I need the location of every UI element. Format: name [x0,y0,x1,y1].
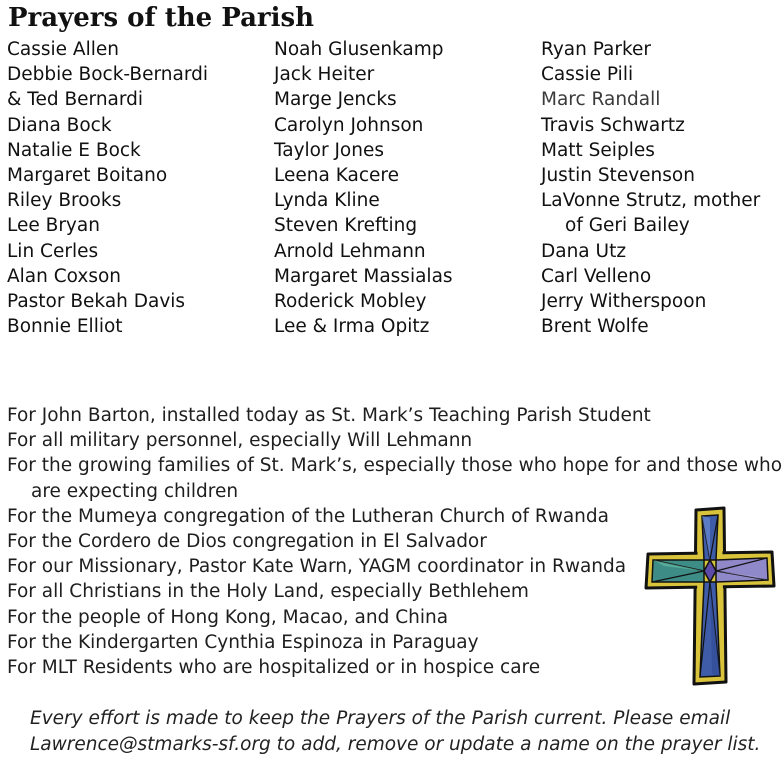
prayer-name: Justin Stevenson [541,165,695,187]
names-column-1 [7,37,208,339]
intention-item: For our Missionary, Pastor Kate Warn, YAGM coordinator in Rwanda [7,556,627,578]
prayer-name: Margaret Massialas [274,265,453,287]
prayer-name: Steven Krefting [274,215,418,237]
intention-item-continuation: are expecting children [31,480,239,502]
prayer-name: Jack Heiter [274,64,375,86]
prayer-name: Lee Bryan [7,215,100,237]
names-column-2 [274,37,453,339]
prayer-name: Travis Schwartz [541,114,685,136]
prayer-name: Margaret Boitano [7,165,168,187]
intention-item: For the growing families of St. Mark’s, especially those who hope for and those who [7,455,783,477]
footer-note [30,706,760,758]
prayer-name: Bonnie Elliot [7,316,123,338]
prayer-name: Riley Brooks [7,190,122,212]
footer-line: Lawrence@stmarks-sf.org to add, remove or update a name on the prayer list. [30,734,761,755]
prayer-name: Arnold Lehmann [274,240,426,262]
intention-item: For MLT Residents who are hospitalized or in hospice care [7,657,541,679]
prayer-name: Lin Cerles [7,240,99,262]
prayer-name: LaVonne Strutz, mother [541,190,761,212]
intention-item: For the Kindergarten Cynthia Espinoza in Paraguay [7,631,479,653]
prayer-name: Carl Velleno [541,265,652,287]
prayer-name: Taylor Jones [274,139,384,161]
intention-item: For the Cordero de Dios congregation in El Salvador [7,531,487,553]
footer-line: Every effort is made to keep the Prayers of the Parish current. Please email [30,708,731,729]
intention-item: For the Mumeya congregation of the Lutheran Church of Rwanda [7,505,609,527]
intention-item: For all military personnel, especially Will Lehmann [7,430,473,452]
prayer-name: Jerry Witherspoon [541,291,707,313]
intention-item: For John Barton, installed today as St. Mark’s Teaching Parish Student [7,405,651,426]
prayer-name: Brent Wolfe [541,316,649,338]
prayer-name: Leena Kacere [274,165,399,187]
prayer-name: Alan Coxson [7,265,122,287]
prayer-name: Dana Utz [541,240,627,262]
names-column-3 [541,37,760,339]
prayer-name: Pastor Bekah Davis [7,291,186,313]
prayer-name: Cassie Pili [541,64,634,86]
prayer-name: Cassie Allen [7,39,119,60]
prayer-name: Noah Glusenkamp [274,39,444,60]
prayer-name: Marc Randall [541,89,661,111]
prayer-name: Matt Seiples [541,139,655,161]
intention-item: For the people of Hong Kong, Macao, and China [7,606,449,628]
prayer-name: Lynda Kline [274,190,380,212]
intention-item: For all Christians in the Holy Land, especially Bethlehem [7,581,529,603]
cross-icon [644,506,776,686]
page-title: Prayers of the Parish [8,3,315,33]
prayer-name: Ryan Parker [541,39,652,60]
prayer-name: Carolyn Johnson [274,114,424,136]
prayer-name: Marge Jencks [274,89,397,111]
prayer-name: & Ted Bernardi [7,89,144,111]
prayer-name: Debbie Bock-Bernardi [7,64,209,86]
prayer-name: Diana Bock [7,114,112,136]
prayer-name: Lee & Irma Opitz [274,316,430,338]
prayer-name-continuation: of Geri Bailey [565,215,690,237]
prayer-name: Roderick Mobley [274,291,427,313]
prayer-name: Natalie E Bock [7,139,141,161]
